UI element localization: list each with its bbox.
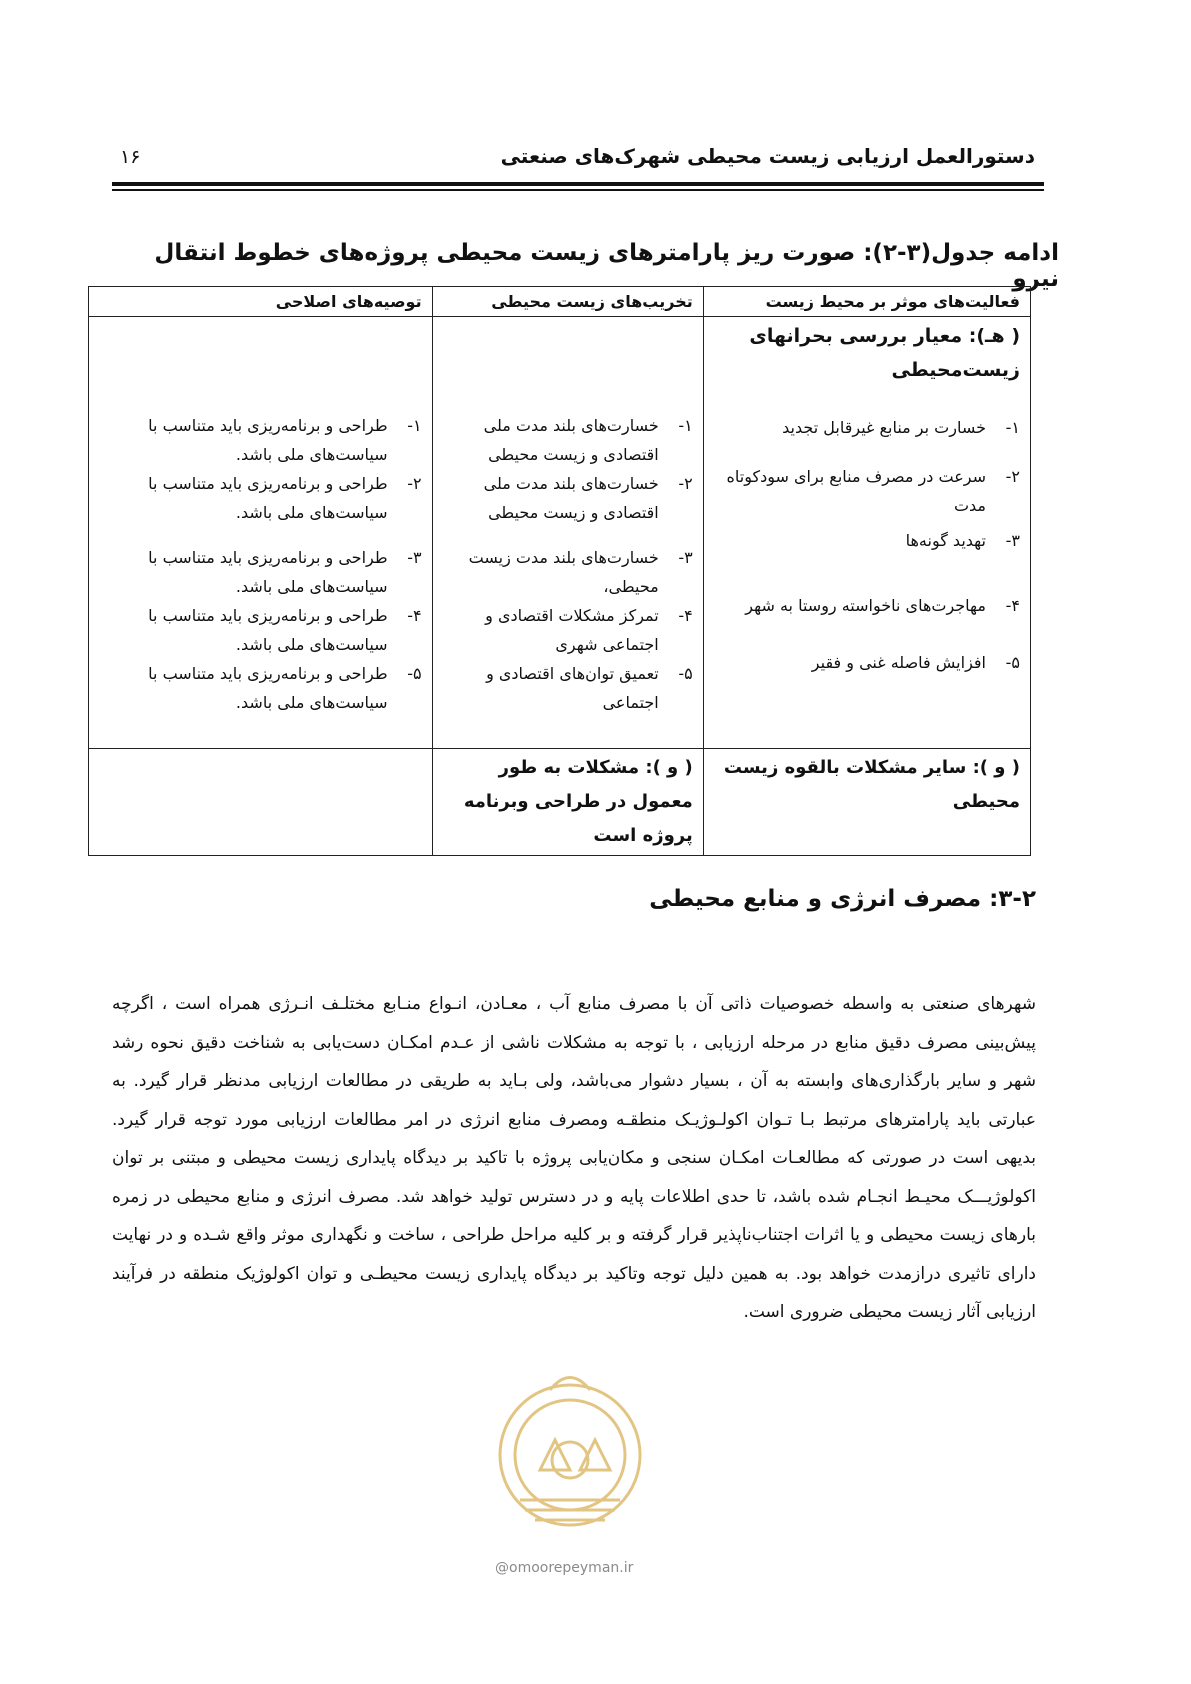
list-item: ۴- طراحی و برنامه‌ریزی باید متناسب با سیاست‌های ملی باشد. xyxy=(148,606,422,654)
list-item: ۳- خسارت‌های بلند مدت زیست محیطی، xyxy=(468,548,693,596)
list-item: ۴- تمرکز مشکلات اقتصادی و اجتماعی شهری xyxy=(485,606,693,654)
recommendations-cell xyxy=(89,317,433,749)
activities-cell xyxy=(703,317,1030,749)
list-item: ۱- طراحی و برنامه‌ریزی باید متناسب با سیاست‌های ملی باشد. xyxy=(148,416,422,464)
table-row xyxy=(89,317,1031,749)
list-item: ۲- طراحی و برنامه‌ریزی باید متناسب با سیاست‌های ملی باشد. xyxy=(148,474,422,522)
list-item: ۵- افزایش فاصله غنی و فقیر xyxy=(811,653,1020,672)
list-item: ۵- طراحی و برنامه‌ریزی باید متناسب با سیاست‌های ملی باشد. xyxy=(148,664,422,712)
page-number: ۱۶ xyxy=(120,146,141,168)
watermark-url: @omoorepeyman.ir xyxy=(495,1560,634,1576)
list-item: ۲- خسارت‌های بلند مدت ملی اقتصادی و زیست محیطی xyxy=(483,474,693,522)
damages-cell xyxy=(432,317,703,749)
header-rule-thin xyxy=(112,189,1044,191)
header-rule-thick xyxy=(112,182,1044,186)
list-item: ۳- طراحی و برنامه‌ریزی باید متناسب با سیاست‌های ملی باشد. xyxy=(148,548,422,596)
list-item: ۱- خسارت‌های بلند مدت ملی اقتصادی و زیست محیطی xyxy=(483,416,693,464)
footer-activity-cell: ( و ): سایر مشکلات بالقوه زیست محیطی xyxy=(703,749,1030,856)
parameters-table xyxy=(88,286,1031,856)
list-item: ۲- سرعت در مصرف منابع برای سودکوتاه مدت xyxy=(726,467,1020,515)
seal-watermark-icon xyxy=(480,1360,660,1540)
footer-damage-cell: ( و ): مشکلات به طور معمول در طراحی وبرنامه پروژه است xyxy=(432,749,703,856)
list-item: ۵- تعمیق توان‌های اقتصادی و اجتماعی xyxy=(486,664,693,712)
table-title: ادامه جدول(۳-۲): صورت ریز پارامترهای زیست محیطی پروژه‌های خطوط انتقال نیرو xyxy=(154,240,1059,292)
section-h-heading: ( هـ): معیار بررسی بحرانهای زیست‌محیطی xyxy=(749,325,1020,381)
list-item: ۳- تهدید گونه‌ها xyxy=(905,531,1020,550)
column-header-damages: تخریب‌های زیست محیطی xyxy=(432,287,703,317)
table-row xyxy=(89,749,1031,856)
footer-empty-cell xyxy=(89,749,433,856)
list-item: ۱- خسارت بر منابع غیرقابل تجدید xyxy=(782,418,1020,437)
body-paragraph: شهرهای صنعتی به واسطه خصوصیات ذاتی آن با مصرف منابع آب ، معـادن، انـواع منـابع مختلـف انـرژی همراه است ، اگرچه پیش‌بینی مصرف دقیق منابع در مرحله ارزیابی ، با توجه به مشکلات ناشی از عـدم امکـان دست‌یابی به شناخت دقیق نحوه رشد شهر و سایر بارگذاری‌های وابسته به آن ، بسیار دشوار می‌باشد، ولی بـاید به طریقی در مطالعات ارزیابی مدنظر قرار گیرد. به عبارتی باید پارامترهای مرتبط بـا تـوان اکولـوژیـک منطقـه ومصرف منابع انرژی در امر مطالعات ارزیابی مورد توجه قرار گیرد. بدیهی است در صورتی که مطالعـات امکـان سنجی و مکان‌یابی پروژه با تاکید بر دیدگاه پایداری زیست محیطی و مبتنی بر توان اکولوژیـــک محیـط انجـام شده باشد، تا حدی اطلاعات پایه و در دسترس تولید خواهد شد. مصرف انرژی و منابع محیطی در زمره بارهای زیست محیطی و یا اثرات اجتناب‌ناپذیر قرار گرفته و بر کلیه مراحل طراحی ، ساخت و نگهداری موثر واقع شـده و در نهایت دارای تاثیری درازمدت خواهد بود. به همین دلیل توجه وتاکید بر دیدگاه پایداری زیست محیطـی و توان اکولوژیک منطقه در فرآیند ارزیابی آثار زیست محیطی ضروری است. xyxy=(112,994,1036,1322)
table-header-row xyxy=(89,287,1031,317)
book-title: دستورالعمل ارزیابی زیست محیطی شهرک‌های صنعتی xyxy=(500,144,1035,168)
list-item: ۴- مهاجرت‌های ناخواسته روستا به شهر xyxy=(745,596,1020,615)
section-heading: ۳-۲: مصرف انرژی و منابع محیطی xyxy=(649,886,1036,912)
column-header-recommendations: توصیه‌های اصلاحی xyxy=(89,287,433,317)
column-header-activities: فعالیت‌های موثر بر محیط زیست xyxy=(703,287,1030,317)
